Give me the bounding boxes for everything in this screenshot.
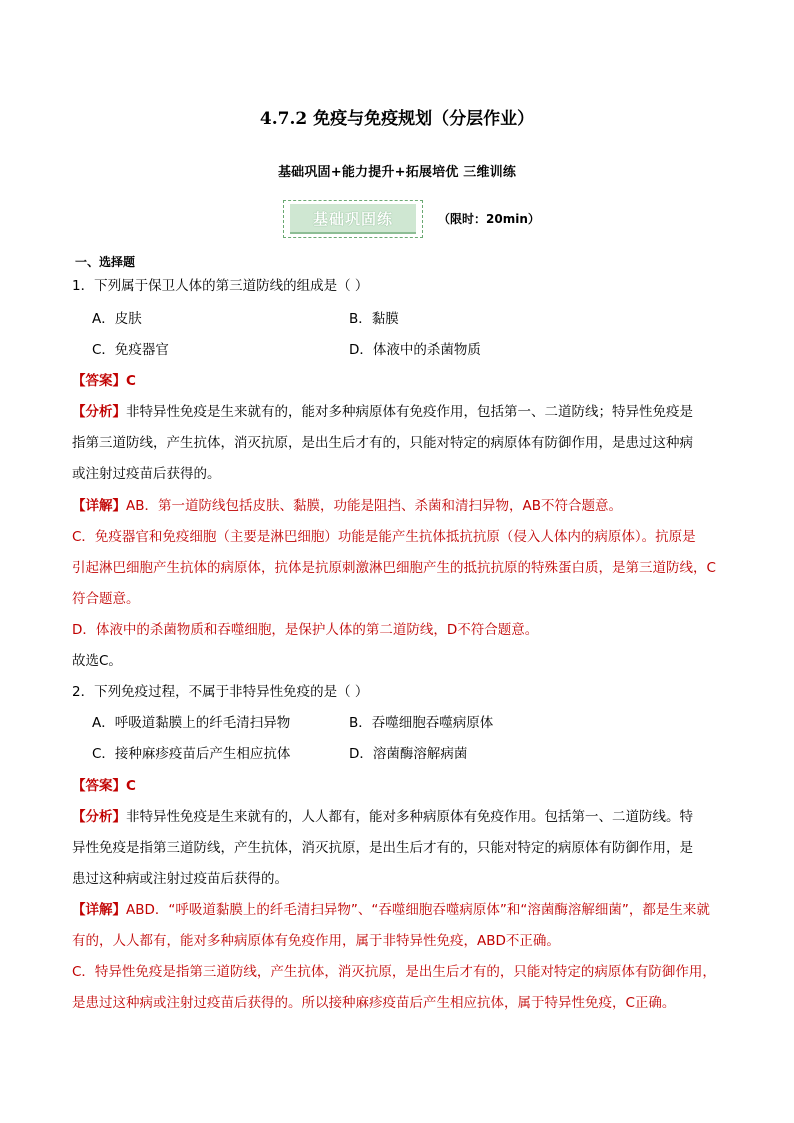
question-2-answer [72, 777, 136, 795]
detail-text: AB．第一道防线包括皮肤、黏膜，功能是阻挡、杀菌和清扫异物，AB不符合题意。 [126, 498, 622, 514]
answer-value: C [126, 373, 136, 389]
question-1-analysis-line: 指第三道防线，产生抗体，消灭抗原，是出生后才有的，只能对特定的病原体有防御作用，是患过这种病 [72, 435, 693, 451]
question-1-detail-line [72, 497, 622, 515]
answer-value: C [126, 778, 136, 794]
question-1-option-c: C．免疫器官 [92, 342, 169, 358]
question-1-conclusion: 故选C。 [72, 653, 122, 669]
page-subtitle: 基础巩固+能力提升+拓展培优 三维训练 [277, 165, 517, 180]
question-1-stem: 1．下列属于保卫人体的第三道防线的组成是（ ） [72, 278, 369, 294]
question-1-detail-line: D．体液中的杀菌物质和吞噬细胞，是保护人体的第二道防线，D不符合题意。 [72, 622, 539, 638]
question-2-stem: 2．下列免疫过程，不属于非特异性免疫的是（ ） [72, 684, 369, 700]
question-2-analysis-line: 异性免疫是指第三道防线，产生抗体，消灭抗原，是出生后才有的，只能对特定的病原体有防御作用，是 [72, 840, 693, 856]
analysis-text: 非特异性免疫是生来就有的，能对多种病原体有免疫作用，包括第一、二道防线；特异性免疫是 [126, 404, 693, 420]
question-1-option-b: B．黏膜 [349, 311, 399, 327]
time-limit: （限时：20min） [438, 212, 540, 226]
question-2-detail-line: 是患过这种病或注射过疫苗后获得的。所以接种麻疹疫苗后产生相应抗体，属于特异性免疫，C正确。 [72, 995, 676, 1011]
question-1-analysis-line: 或注射过疫苗后获得的。 [72, 466, 221, 482]
question-2-detail-line: 有的，人人都有，能对多种病原体有免疫作用，属于非特异性免疫，ABD不正确。 [72, 933, 560, 949]
analysis-tag: 【分析】 [72, 809, 126, 825]
question-2-option-c: C．接种麻疹疫苗后产生相应抗体 [92, 746, 291, 762]
analysis-tag: 【分析】 [72, 404, 126, 420]
question-1-option-d: D．体液中的杀菌物质 [349, 342, 481, 358]
section-banner [283, 200, 423, 238]
detail-tag: 【详解】 [72, 498, 126, 514]
page-title: 4.7.2 免疫与免疫规划（分层作业） [259, 109, 535, 129]
question-1-answer [72, 372, 136, 390]
question-2-detail-line [72, 901, 710, 919]
question-2-analysis-line: 患过这种病或注射过疫苗后获得的。 [72, 871, 288, 887]
question-1-option-a: A．皮肤 [92, 311, 142, 327]
question-1-detail-line: 引起淋巴细胞产生抗体的病原体，抗体是抗原刺激淋巴细胞产生的抵抗抗原的特殊蛋白质，是第三道防线，C [72, 560, 716, 576]
section-heading: 一、选择题 [75, 255, 136, 269]
question-2-option-a: A．呼吸道黏膜上的纤毛清扫异物 [92, 715, 291, 731]
question-2-option-b: B．吞噬细胞吞噬病原体 [349, 715, 494, 731]
question-2-option-d: D．溶菌酶溶解病菌 [349, 746, 468, 762]
analysis-text: 非特异性免疫是生来就有的，人人都有，能对多种病原体有免疫作用。包括第一、二道防线。特 [126, 809, 693, 825]
question-2-detail-line: C．特异性免疫是指第三道防线，产生抗体，消灭抗原，是出生后才有的，只能对特定的病原体有防御作用， [72, 964, 716, 980]
detail-text: ABD．“呼吸道黏膜上的纤毛清扫异物”、“吞噬细胞吞噬病原体”和“溶菌酶溶解细菌”，都是生来就 [126, 902, 710, 918]
detail-tag: 【详解】 [72, 902, 126, 918]
banner-label: 基础巩固练 [290, 204, 416, 234]
question-2-analysis-line [72, 808, 693, 826]
question-1-detail-line: C．免疫器官和免疫细胞（主要是淋巴细胞）功能是能产生抗体抵抗抗原（侵入人体内的病原体）。抗原是 [72, 529, 696, 545]
answer-tag: 【答案】 [72, 778, 126, 794]
question-1-detail-line: 符合题意。 [72, 591, 140, 607]
question-1-analysis-line [72, 403, 693, 421]
answer-tag: 【答案】 [72, 373, 126, 389]
